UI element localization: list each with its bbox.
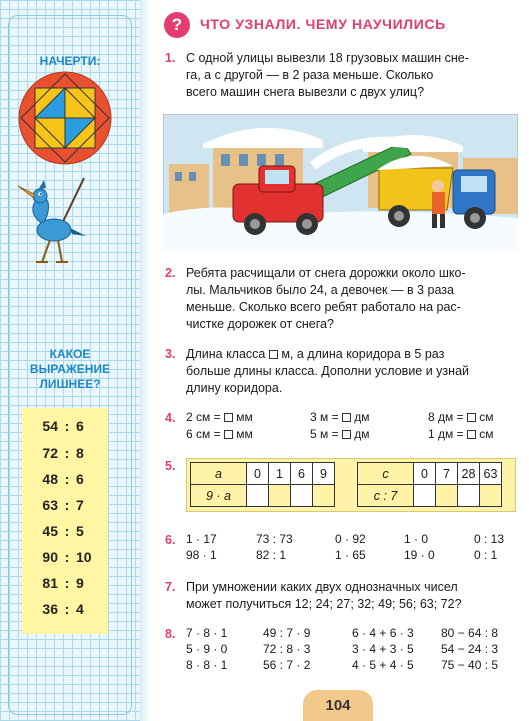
expression: 1 · 0: [404, 532, 429, 546]
sidebar: [0, 0, 140, 721]
example-dividend: 54: [42, 418, 58, 434]
answer-cell[interactable]: [458, 485, 480, 507]
odd-one-heading-line1: КАКОЕ: [49, 347, 91, 361]
example-dividend: 81: [42, 575, 58, 591]
expression: 49 : 7 · 9: [263, 626, 311, 640]
task-text-line: длину коридора.: [186, 381, 283, 395]
conversion-unit: дм: [350, 410, 370, 424]
blank-square-icon: [342, 413, 351, 422]
expression: 80 − 64 : 8: [441, 626, 499, 640]
expression: 5 · 9 · 0: [186, 642, 228, 656]
table-header-cell: 9 · a: [191, 485, 247, 507]
blank-square-icon: [467, 430, 476, 439]
conversion-left: 1 дм =: [428, 427, 464, 441]
task-text-line: га, а с другой — в 2 раза меньше. Сколько: [186, 68, 434, 82]
example-row: [22, 418, 108, 440]
expression: 19 · 0: [404, 548, 435, 562]
geometric-figure-icon: [17, 70, 113, 166]
expression: 54 − 24 : 3: [441, 642, 499, 656]
task-text-line: всего машин снега вывезли с двух улиц?: [186, 85, 425, 99]
example-operator: :: [64, 575, 70, 591]
draw-heading: НАЧЕРТИ:: [39, 54, 101, 68]
answer-cell[interactable]: [414, 485, 436, 507]
task-text-line: Ребята расчищали от снега дорожки около шко-: [186, 266, 466, 280]
example-operator: :: [64, 601, 70, 617]
conversion-left: 8 дм =: [428, 410, 464, 424]
example-divisor: 6: [76, 418, 84, 434]
conversion-unit: мм: [232, 410, 253, 424]
blank-square-icon: [342, 430, 351, 439]
page-number: 104: [303, 690, 373, 721]
task-number: 7.: [165, 580, 176, 594]
task-text-line: При умножении каких двух однозначных чисел: [186, 580, 458, 594]
table-multiply-by-9: [190, 462, 335, 507]
example-divisor: 4: [76, 601, 84, 617]
expression: 0 : 1: [474, 548, 498, 562]
expression: 82 : 1: [256, 548, 287, 562]
table-cell: 6: [291, 463, 313, 485]
expression: 1 · 65: [335, 548, 366, 562]
example-row: [22, 601, 108, 623]
example-row: [22, 445, 108, 467]
example-operator: :: [64, 523, 70, 539]
task-number: 2.: [165, 266, 176, 280]
task-text-line: меньше. Сколько всего ребят работало на рас-: [186, 300, 461, 314]
task-number: 6.: [165, 533, 176, 547]
task-number: 5.: [165, 459, 176, 473]
blank-square-icon: [224, 430, 233, 439]
expression: 98 · 1: [186, 548, 217, 562]
conversion-item: [186, 410, 253, 424]
answer-cell[interactable]: [247, 485, 269, 507]
example-dividend: 90: [42, 549, 58, 565]
expression: 3 · 4 + 3 · 5: [352, 642, 414, 656]
task-number: 3.: [165, 347, 176, 361]
example-dividend: 72: [42, 445, 58, 461]
table-cell: 1: [269, 463, 291, 485]
conversion-unit: дм: [350, 427, 370, 441]
table-cell: 28: [458, 463, 480, 485]
conversion-item: [186, 427, 253, 441]
section-title: ЧТО УЗНАЛИ. ЧЕМУ НАУЧИЛИСЬ: [200, 16, 446, 32]
answer-cell[interactable]: [291, 485, 313, 507]
example-dividend: 45: [42, 523, 58, 539]
example-operator: :: [64, 471, 70, 487]
example-row: [22, 471, 108, 493]
example-divisor: 5: [76, 523, 84, 539]
expression: 0 · 92: [335, 532, 366, 546]
task-text-line: чистке дорожек от снега?: [186, 317, 334, 331]
task-text-fragment: Длина класса: [186, 347, 269, 361]
example-dividend: 63: [42, 497, 58, 513]
table-cell: 9: [313, 463, 335, 485]
table-header-cell: c : 7: [358, 485, 414, 507]
example-operator: :: [64, 549, 70, 565]
odd-one-heading-line3: ЛИШНЕЕ?: [39, 377, 101, 391]
conversion-item: [310, 427, 370, 441]
task-text-fragment: м, а длина коридора в 5 раз: [277, 347, 445, 361]
conversion-left: 6 см =: [186, 427, 221, 441]
example-divisor: 8: [76, 445, 84, 461]
question-badge-icon: ?: [164, 12, 190, 38]
example-operator: :: [64, 445, 70, 461]
expression: 0 : 13: [474, 532, 505, 546]
task-text-line: С одной улицы вывезли 18 грузовых машин сне-: [186, 51, 469, 65]
task-text-line: больше длины класса. Дополни условие и узнай: [186, 364, 470, 378]
example-row: [22, 523, 108, 545]
example-operator: :: [64, 418, 70, 434]
table-header-cell: a: [191, 463, 247, 485]
expression: 6 · 4 + 6 · 3: [352, 626, 414, 640]
example-divisor: 6: [76, 471, 84, 487]
conversion-left: 2 см =: [186, 410, 221, 424]
expression: 73 : 73: [256, 532, 293, 546]
expression: 4 · 5 + 4 · 5: [352, 658, 414, 672]
conversion-unit: см: [475, 410, 494, 424]
answer-cell[interactable]: [313, 485, 335, 507]
odd-one-heading-line2: ВЫРАЖЕНИЕ: [29, 362, 111, 376]
answer-cell[interactable]: [269, 485, 291, 507]
task-text-line: [186, 346, 444, 362]
example-dividend: 48: [42, 471, 58, 487]
conversion-left: 3 м =: [310, 410, 339, 424]
table-header-cell: c: [358, 463, 414, 485]
example-divisor: 7: [76, 497, 84, 513]
task-number: 4.: [165, 411, 176, 425]
conversion-unit: мм: [232, 427, 253, 441]
table-cell: 0: [247, 463, 269, 485]
example-row: [22, 497, 108, 519]
snow-trucks-illustration: [163, 114, 518, 250]
task-number: 8.: [165, 627, 176, 641]
example-dividend: 36: [42, 601, 58, 617]
blank-square-icon: [224, 413, 233, 422]
example-divisor: 9: [76, 575, 84, 591]
conversion-item: [310, 410, 370, 424]
table-cell: 0: [414, 463, 436, 485]
sidebar-edge-shadow: [140, 0, 150, 721]
expression: 7 · 8 · 1: [186, 626, 228, 640]
table-divide-by-7: [357, 462, 502, 507]
odd-one-examples-box: [22, 408, 108, 634]
task-number: 1.: [165, 51, 176, 65]
answer-cell[interactable]: [480, 485, 502, 507]
example-row: [22, 575, 108, 597]
table-cell: 7: [436, 463, 458, 485]
conversion-left: 5 м =: [310, 427, 339, 441]
example-operator: :: [64, 497, 70, 513]
table-cell: 63: [480, 463, 502, 485]
blank-square-icon: [467, 413, 476, 422]
example-row: [22, 549, 108, 571]
blank-square-icon: [269, 350, 278, 359]
bird-teacher-icon: [14, 172, 90, 268]
expression: 75 − 40 : 5: [441, 658, 499, 672]
conversion-unit: см: [475, 427, 494, 441]
example-divisor: 10: [76, 549, 92, 565]
conversion-item: [428, 427, 494, 441]
task-text-line: может получиться 12; 24; 27; 32; 49; 56; 63; 72?: [186, 597, 462, 611]
expression: 72 : 8 · 3: [263, 642, 311, 656]
answer-cell[interactable]: [436, 485, 458, 507]
conversion-item: [428, 410, 494, 424]
expression: 56 : 7 · 2: [263, 658, 311, 672]
expression: 1 · 17: [186, 532, 217, 546]
expression: 8 · 8 · 1: [186, 658, 228, 672]
task-text-line: лы. Мальчиков было 24, а девочек — в 3 раза: [186, 283, 454, 297]
